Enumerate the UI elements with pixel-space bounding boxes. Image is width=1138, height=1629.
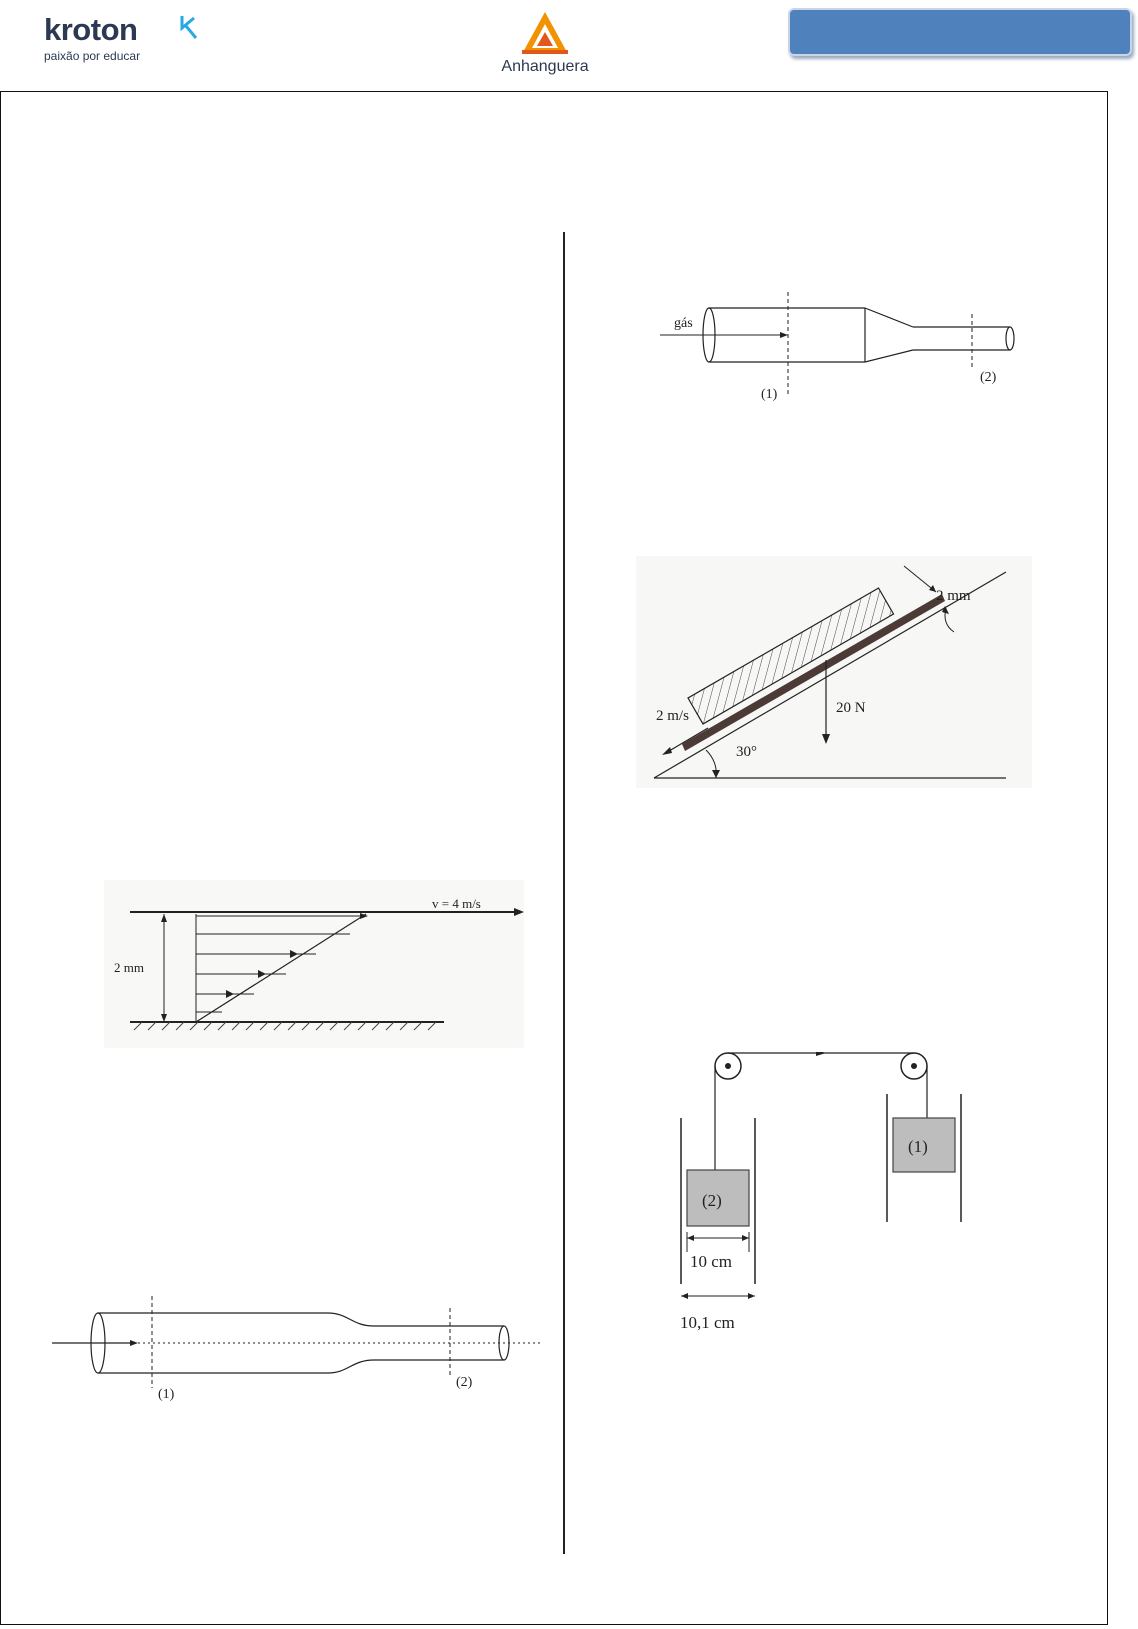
section2-label: (2) <box>456 1375 473 1390</box>
inner-diameter-label: 10 cm <box>690 1252 733 1271</box>
pipe-figure <box>52 1296 552 1406</box>
pulley-blocks-figure <box>676 1052 986 1342</box>
anhanguera-wordmark: Anhanguera <box>501 58 589 75</box>
block1-label: (1) <box>908 1137 928 1156</box>
outer-diameter-label: 10,1 cm <box>680 1313 735 1332</box>
kroton-tagline: paixão por educar <box>44 49 141 63</box>
block2-label: (2) <box>702 1191 722 1210</box>
kroton-mark-icon <box>176 14 206 48</box>
height-label: 2 mm <box>114 960 144 975</box>
section1-label: (1) <box>158 1387 175 1402</box>
gap-label: 2 mm <box>936 588 971 604</box>
column-divider <box>563 232 565 1554</box>
anhanguera-logo <box>490 10 600 76</box>
kroton-wordmark: kroton <box>44 12 138 47</box>
weight-label: 20 N <box>836 700 866 716</box>
anhanguera-mark-icon <box>520 10 570 56</box>
angle-label: 30° <box>736 744 757 760</box>
section1-label: (1) <box>761 387 778 402</box>
inclined-plane-figure <box>636 556 1032 788</box>
kroton-logo <box>44 14 140 63</box>
velocity-label: 2 m/s <box>656 708 689 724</box>
header-blue-banner <box>788 8 1132 56</box>
gas-pipe-figure <box>660 292 1020 412</box>
page-header <box>0 0 1138 90</box>
gas-label: gás <box>674 316 693 331</box>
velocity-profile-figure <box>104 880 524 1048</box>
velocity-label: v = 4 m/s <box>432 896 481 911</box>
section2-label: (2) <box>980 370 997 385</box>
